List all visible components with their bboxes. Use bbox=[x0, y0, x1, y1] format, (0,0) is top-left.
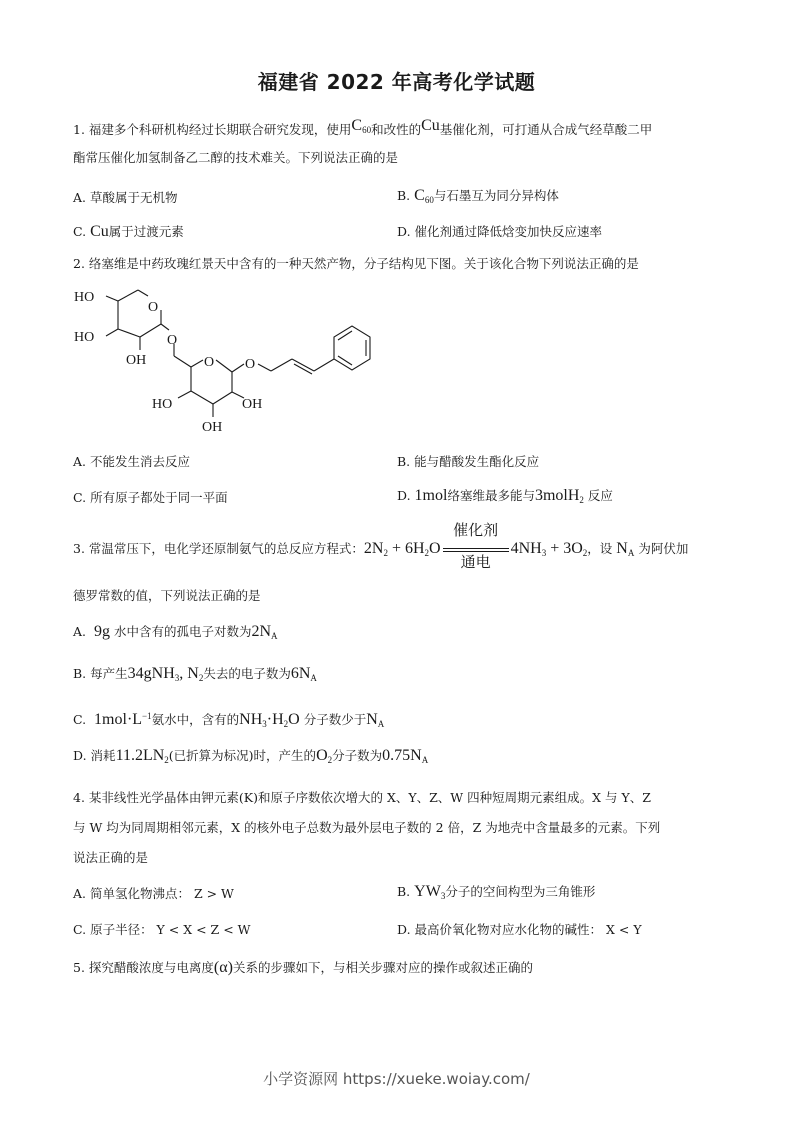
q1-text: 1. 福建多个科研机构经过长期联合研究发现，使用 bbox=[73, 122, 352, 137]
option-text: (已折算为标况)时，产生的 bbox=[168, 748, 317, 763]
subscript: A bbox=[377, 719, 385, 729]
formula: N bbox=[366, 711, 378, 728]
c60-formula: $C_{60}$ bbox=[351, 117, 372, 135]
formula: 0.75N bbox=[382, 747, 422, 764]
q4-stem-line1: 4. 某非线性光学晶体由钾元素(K)和原子序数依次增大的 X、Y、Z、W 四种短周期元素组成。X 与 Y、Z bbox=[73, 790, 651, 805]
q2-option-d[interactable] bbox=[397, 488, 613, 508]
q5-text: 关系的步骤如下，与相关步骤对应的操作或叙述正确的 bbox=[232, 960, 533, 975]
label-oh: OH bbox=[202, 420, 223, 435]
q1-text: 和改性的 bbox=[371, 122, 422, 137]
q1-stem-line2: 酯常压催化加氢制备乙二醇的技术难关。下列说法正确的是 bbox=[73, 150, 399, 165]
label-o: O bbox=[245, 357, 256, 372]
footer-watermark: 小学资源网 https://xueke.woiay.com/ bbox=[263, 1070, 530, 1088]
option-text: 络塞维最多能与 bbox=[447, 488, 535, 503]
option-text: 分子数少于 bbox=[303, 712, 367, 727]
formula: 6N bbox=[290, 665, 311, 682]
option-text: 失去的电子数为 bbox=[203, 666, 291, 681]
q1-option-a[interactable]: A. 草酸属于无机物 bbox=[73, 190, 178, 205]
subscript: 2 bbox=[327, 755, 333, 765]
option-text: 与石墨互为同分异构体 bbox=[433, 188, 559, 203]
q5-text: 5. 探究醋酸浓度与电离度 bbox=[73, 960, 214, 975]
subscript: 2 bbox=[164, 755, 169, 765]
cu-formula: Cu bbox=[90, 223, 109, 240]
q5-stem bbox=[73, 960, 533, 976]
subscript: A bbox=[310, 673, 317, 683]
formula: 3molH bbox=[534, 487, 580, 504]
formula: 1mol·L bbox=[94, 711, 143, 728]
option-label: C. bbox=[73, 224, 87, 239]
q4-option-a[interactable]: A. 简单氢化物沸点： Z > W bbox=[73, 886, 234, 901]
label-ho: HO bbox=[152, 397, 173, 412]
label-o: O bbox=[204, 355, 215, 370]
chemical-equation: $2N_2 + 6H_2O$ bbox=[363, 540, 441, 558]
q2-option-c[interactable]: C. 所有原子都处于同一平面 bbox=[73, 490, 228, 505]
formula: ·H bbox=[266, 711, 284, 728]
option-text: 水中含有的孤电子对数为 bbox=[113, 624, 252, 639]
option-text: 属于过渡元素 bbox=[108, 224, 184, 239]
formula: YW bbox=[414, 883, 441, 900]
option-label: B. bbox=[73, 666, 87, 681]
q2-option-b[interactable]: B. 能与醋酸发生酯化反应 bbox=[397, 454, 540, 469]
cu-formula: Cu bbox=[421, 117, 440, 134]
q3-option-b[interactable] bbox=[73, 666, 317, 686]
subscript: 2 bbox=[198, 673, 204, 683]
formula: O bbox=[288, 711, 300, 728]
q3-option-d[interactable] bbox=[73, 748, 428, 768]
formula: 9g bbox=[93, 623, 110, 640]
formula: , N bbox=[179, 665, 199, 682]
avogadro-symbol: N bbox=[616, 540, 628, 557]
subscript: 3 bbox=[262, 719, 267, 729]
rosavin-structure-diagram bbox=[66, 284, 376, 444]
option-label: A. bbox=[73, 624, 87, 639]
option-label: B. bbox=[397, 884, 411, 899]
q3-stem-line2: 德罗常数的值，下列说法正确的是 bbox=[73, 588, 261, 603]
formula: 34gNH bbox=[127, 665, 175, 682]
q4-stem-line3: 说法正确的是 bbox=[73, 850, 149, 865]
option-text: 分子数为 bbox=[332, 748, 383, 763]
option-text: 氨水中，含有的 bbox=[151, 712, 240, 727]
subscript: A bbox=[271, 631, 278, 641]
formula: 11.2LN bbox=[115, 747, 165, 764]
page-title: 福建省 2022 年高考化学试题 bbox=[257, 70, 536, 94]
q1-option-d[interactable]: D. 催化剂通过降低焓变加快反应速率 bbox=[397, 224, 603, 239]
q4-stem-line2: 与 W 均为同周期相邻元素，X 的核外电子总数为最外层电子数的 2 倍，Z 为地壳中含量最多的元素。下列 bbox=[73, 820, 661, 835]
reaction-condition bbox=[441, 520, 511, 571]
q1-option-b[interactable] bbox=[397, 188, 559, 208]
option-label: D. bbox=[73, 748, 87, 763]
label-o: O bbox=[167, 333, 178, 348]
formula: 1mol bbox=[414, 487, 448, 504]
q3-text: 为阿伏加 bbox=[638, 541, 689, 556]
q2-option-a[interactable]: A. 不能发生消去反应 bbox=[73, 454, 190, 469]
formula: O bbox=[316, 747, 328, 764]
option-text: 消耗 bbox=[90, 748, 116, 763]
formula: 2N bbox=[251, 623, 272, 640]
label-ho: HO bbox=[74, 330, 95, 345]
subscript: 2 bbox=[283, 719, 289, 729]
q4-option-d[interactable]: D. 最高价氧化物对应水化物的碱性： X < Y bbox=[397, 922, 642, 937]
option-text: 每产生 bbox=[90, 666, 128, 681]
q1-text: 基催化剂，可打通从合成气经草酸二甲 bbox=[439, 122, 653, 137]
q4-option-b[interactable] bbox=[397, 884, 595, 904]
q4-option-c[interactable]: C. 原子半径： Y < X < Z < W bbox=[73, 922, 251, 937]
q3-text: ，设 bbox=[587, 541, 613, 556]
option-label: C. bbox=[73, 712, 87, 727]
subscript: 3 bbox=[174, 673, 180, 683]
label-ho: HO bbox=[74, 290, 95, 305]
q1-option-c[interactable] bbox=[73, 224, 184, 240]
label-oh: OH bbox=[242, 397, 263, 412]
option-label: B. bbox=[397, 188, 411, 203]
q1-stem-line1 bbox=[73, 118, 652, 138]
subscript: A bbox=[627, 548, 635, 558]
q3-stem-line1 bbox=[73, 520, 689, 571]
subscript: 2 bbox=[579, 495, 584, 505]
q3-option-c[interactable] bbox=[73, 708, 384, 732]
label-oh: OH bbox=[126, 353, 147, 368]
superscript: −1 bbox=[142, 711, 152, 721]
subscript: 60 bbox=[424, 195, 434, 205]
subscript: A bbox=[421, 755, 429, 765]
q3-text: 3. 常温常压下，电化学还原制氨气的总反应方程式： bbox=[73, 541, 364, 556]
subscript: 3 bbox=[440, 891, 446, 901]
c60-formula: C bbox=[414, 187, 425, 204]
catalyst-label: 催化剂 bbox=[453, 520, 499, 539]
electrolysis-label: 通电 bbox=[460, 552, 491, 571]
q2-stem: 2. 络塞维是中药玫瑰红景天中含有的一种天然产物，分子结构见下图。关于该化合物下列说法正确的是 bbox=[73, 256, 639, 271]
option-label: D. bbox=[397, 488, 411, 503]
chemical-equation-products: $4NH_3 + 3O_2$ bbox=[510, 540, 588, 558]
formula: NH bbox=[239, 711, 263, 728]
q3-option-a[interactable] bbox=[73, 624, 278, 644]
label-o: O bbox=[148, 300, 159, 315]
option-text: 分子的空间构型为三角锥形 bbox=[445, 884, 596, 899]
alpha-symbol: (α) bbox=[213, 959, 233, 976]
option-text: 反应 bbox=[587, 488, 613, 503]
